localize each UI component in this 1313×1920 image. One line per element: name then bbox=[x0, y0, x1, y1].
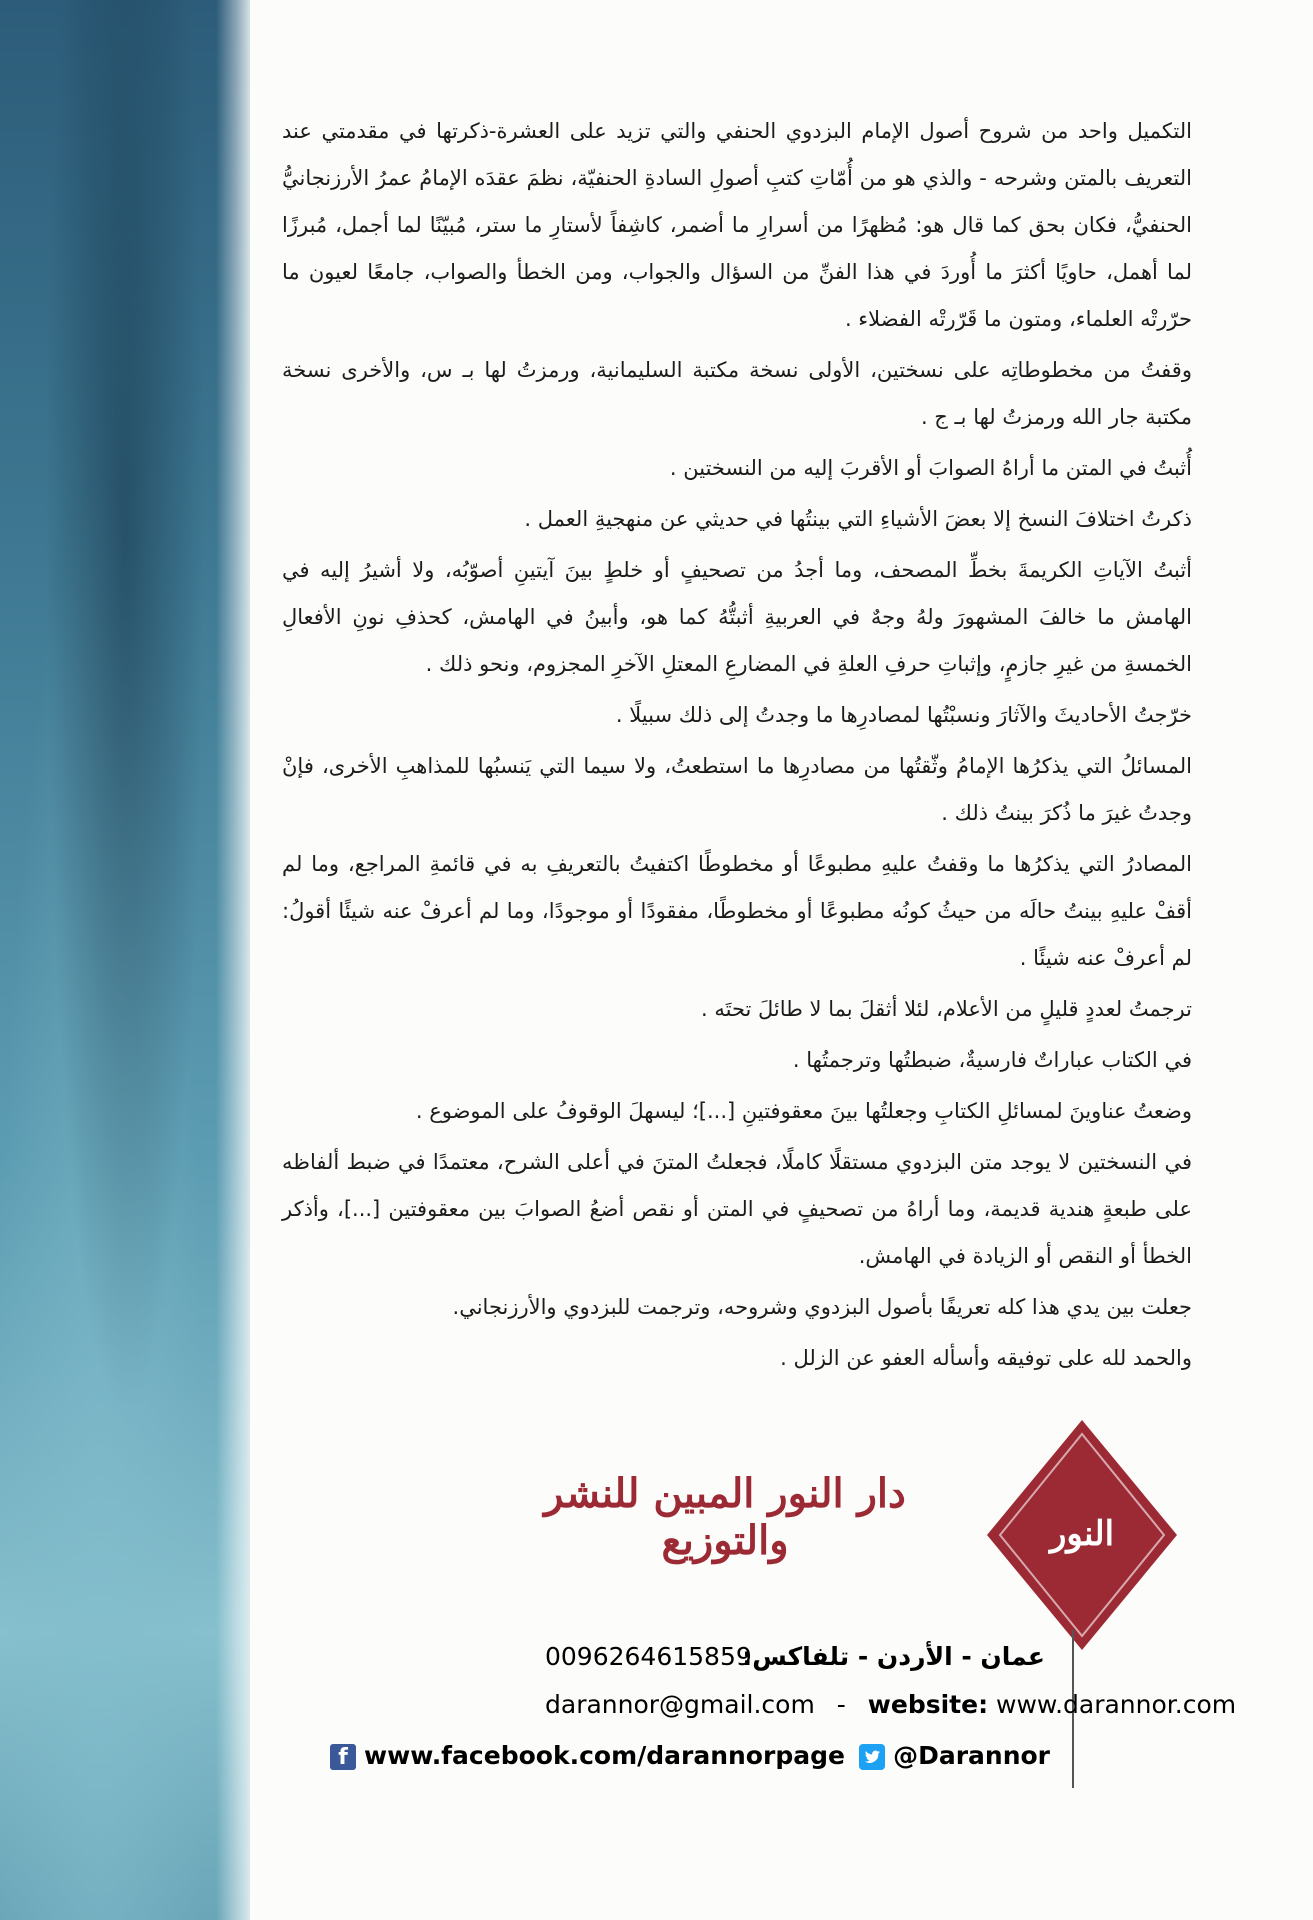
book-spine bbox=[0, 0, 250, 1920]
facebook-icon: f bbox=[330, 1744, 356, 1770]
paragraph-introduction: جعلت بين يدي هذا كله تعريفًا بأصول البزدوي وشروحه، وترجمت للبزدوي والأرزنجاني. bbox=[452, 1295, 1192, 1319]
email-website-row bbox=[545, 1690, 1237, 1719]
paragraph-variants: ذكرتُ اختلافَ النسخ إلا بعضَ الأشياءِ التي بينتُها في حديثي عن منهجيةِ العمل . bbox=[524, 507, 1192, 531]
paragraph-verses: أثبتُ الآياتِ الكريمةَ بخطِّ المصحف، وما أجدُ من تصحيفٍ أو خلطٍ بينَ آيتينِ أصوّبُه، ولا أشيرُ إليه في الهامش ما خالفَ المشهورَ ولهُ وجهٌ في العربيةِ أثبتُّهُ كما هو، وأبينُ في الهامش، كحذفِ نونِ الأفعالِ الخمسةِ من غيرِ جازمٍ، وإثباتِ حرفِ العلةِ في المضارعِ المعتلِ الآخرِ المجزوم، ونحو ذلك . bbox=[282, 558, 1192, 676]
paragraph-hadith: خرّجتُ الأحاديثَ والآثارَ ونسبْتُها لمصادرِها ما وجدتُ إلى ذلك سبيلًا . bbox=[615, 703, 1192, 727]
logo-text: النور bbox=[1049, 1514, 1115, 1554]
address-label: عمان - الأردن - تلفاكس: bbox=[742, 1642, 1045, 1671]
twitter-item[interactable] bbox=[859, 1741, 1050, 1770]
facebook-item[interactable] bbox=[330, 1741, 845, 1770]
paragraph-closing: والحمد لله على توفيقه وأسأله العفو عن الزلل . bbox=[780, 1346, 1192, 1370]
paragraph-intro: التكميل واحد من شروح أصول الإمام البزدوي الحنفي والتي تزيد على العشرة-ذكرتها في مقدمتي عند التعريف بالمتن وشرحه - والذي هو من أُمّاتِ كتبِ أصولِ السادةِ الحنفيّة، نظمَ عقدَه الإمامُ عمرُ الأرزنجانيُّ الحنفيُّ، فكان بحق كما قال هو: مُظهرًا من أسرارِ ما أضمر، كاشِفاً لأستارِ ما ستر، مُبيّنًا لما أجمل، مُبرزًا لما أهمل، حاويًا أكثرَ ما أُوردَ في هذا الفنِّ من السؤال والجواب، ومن الخطأ والصواب، جامعًا لعيون ما حرّرتْه العلماء، ومتون ما قَرّرتْه الفضلاء . bbox=[282, 119, 1192, 331]
publisher-name: دار النور المبين للنشر والتوزيع bbox=[544, 1470, 906, 1564]
paragraph-sources: المصادرُ التي يذكرُها ما وقفتُ عليهِ مطبوعًا أو مخطوطًا اكتفيتُ بالتعريفِ به في قائمةِ المراجع، وما لم أقفْ عليهِ بينتُ حالَه من حيثُ كونُه مطبوعًا أو مخطوطًا، مفقودًا أو موجودًا، وما لم أعرفْ عنه شيئًا أقولُ: لم أعرفْ عنه شيئًا . bbox=[282, 852, 1192, 970]
paragraph-issues: المسائلُ التي يذكرُها الإمامُ وثّقتُها من مصادرِها ما استطعتُ، ولا سيما التي يَنسبُها للمذاهبِ الأخرى، فإنْ وجدتُ غيرَ ما ذُكرَ بينتُ ذلك . bbox=[282, 754, 1192, 825]
phone-number: 0096264615859 bbox=[545, 1642, 752, 1671]
twitter-handle[interactable]: @Darannor bbox=[893, 1741, 1050, 1770]
paragraph-text-choice: أُثبتُ في المتن ما أراهُ الصوابَ أو الأقربَ إليه من النسختين . bbox=[669, 456, 1192, 480]
paragraph-manuscripts: وقفتُ من مخطوطاتِه على نسختين، الأولى نسخة مكتبة السليمانية، ورمزتُ لها بـ س، والأخرى نسخة مكتبة جار الله ورمزتُ لها بـ ج . bbox=[282, 358, 1192, 429]
twitter-icon bbox=[859, 1744, 885, 1770]
email-link[interactable]: darannor@gmail.com bbox=[545, 1690, 815, 1719]
paragraph-headings: وضعتُ عناوينَ لمسائلِ الكتابِ وجعلتُها بينَ معقوفتينِ [...]؛ ليسهلَ الوقوفُ على الموضوع . bbox=[415, 1099, 1192, 1123]
paragraph-persian: في الكتاب عباراتٌ فارسيةٌ، ضبطتُها وترجمتُها . bbox=[792, 1048, 1192, 1072]
publisher-block bbox=[520, 1420, 1130, 1650]
website-link[interactable]: www.darannor.com bbox=[996, 1690, 1237, 1719]
publisher-logo bbox=[982, 1420, 1182, 1650]
separator: - bbox=[836, 1690, 846, 1719]
paragraph-base-text: في النسختين لا يوجد متن البزدوي مستقلًا كاملًا، فجعلتُ المتنَ في أعلى الشرح، معتمدًا في ضبط ألفاظه على طبعةٍ هندية قديمة، وما أراهُ من تصحيفٍ في المتن أو نقص أضعُ الصوابَ بين معقوفتين [...]، وأذكر الخطأ أو النقص أو الزيادة في الهامش. bbox=[282, 1150, 1192, 1268]
paragraph-biographies: ترجمتُ لعددٍ قليلٍ من الأعلام، لئلا أثقلَ بما لا طائلَ تحتَه . bbox=[701, 997, 1192, 1021]
back-cover-text bbox=[282, 108, 1192, 1386]
facebook-link[interactable]: www.facebook.com/darannorpage bbox=[364, 1741, 845, 1770]
website-label: website: bbox=[867, 1690, 989, 1719]
